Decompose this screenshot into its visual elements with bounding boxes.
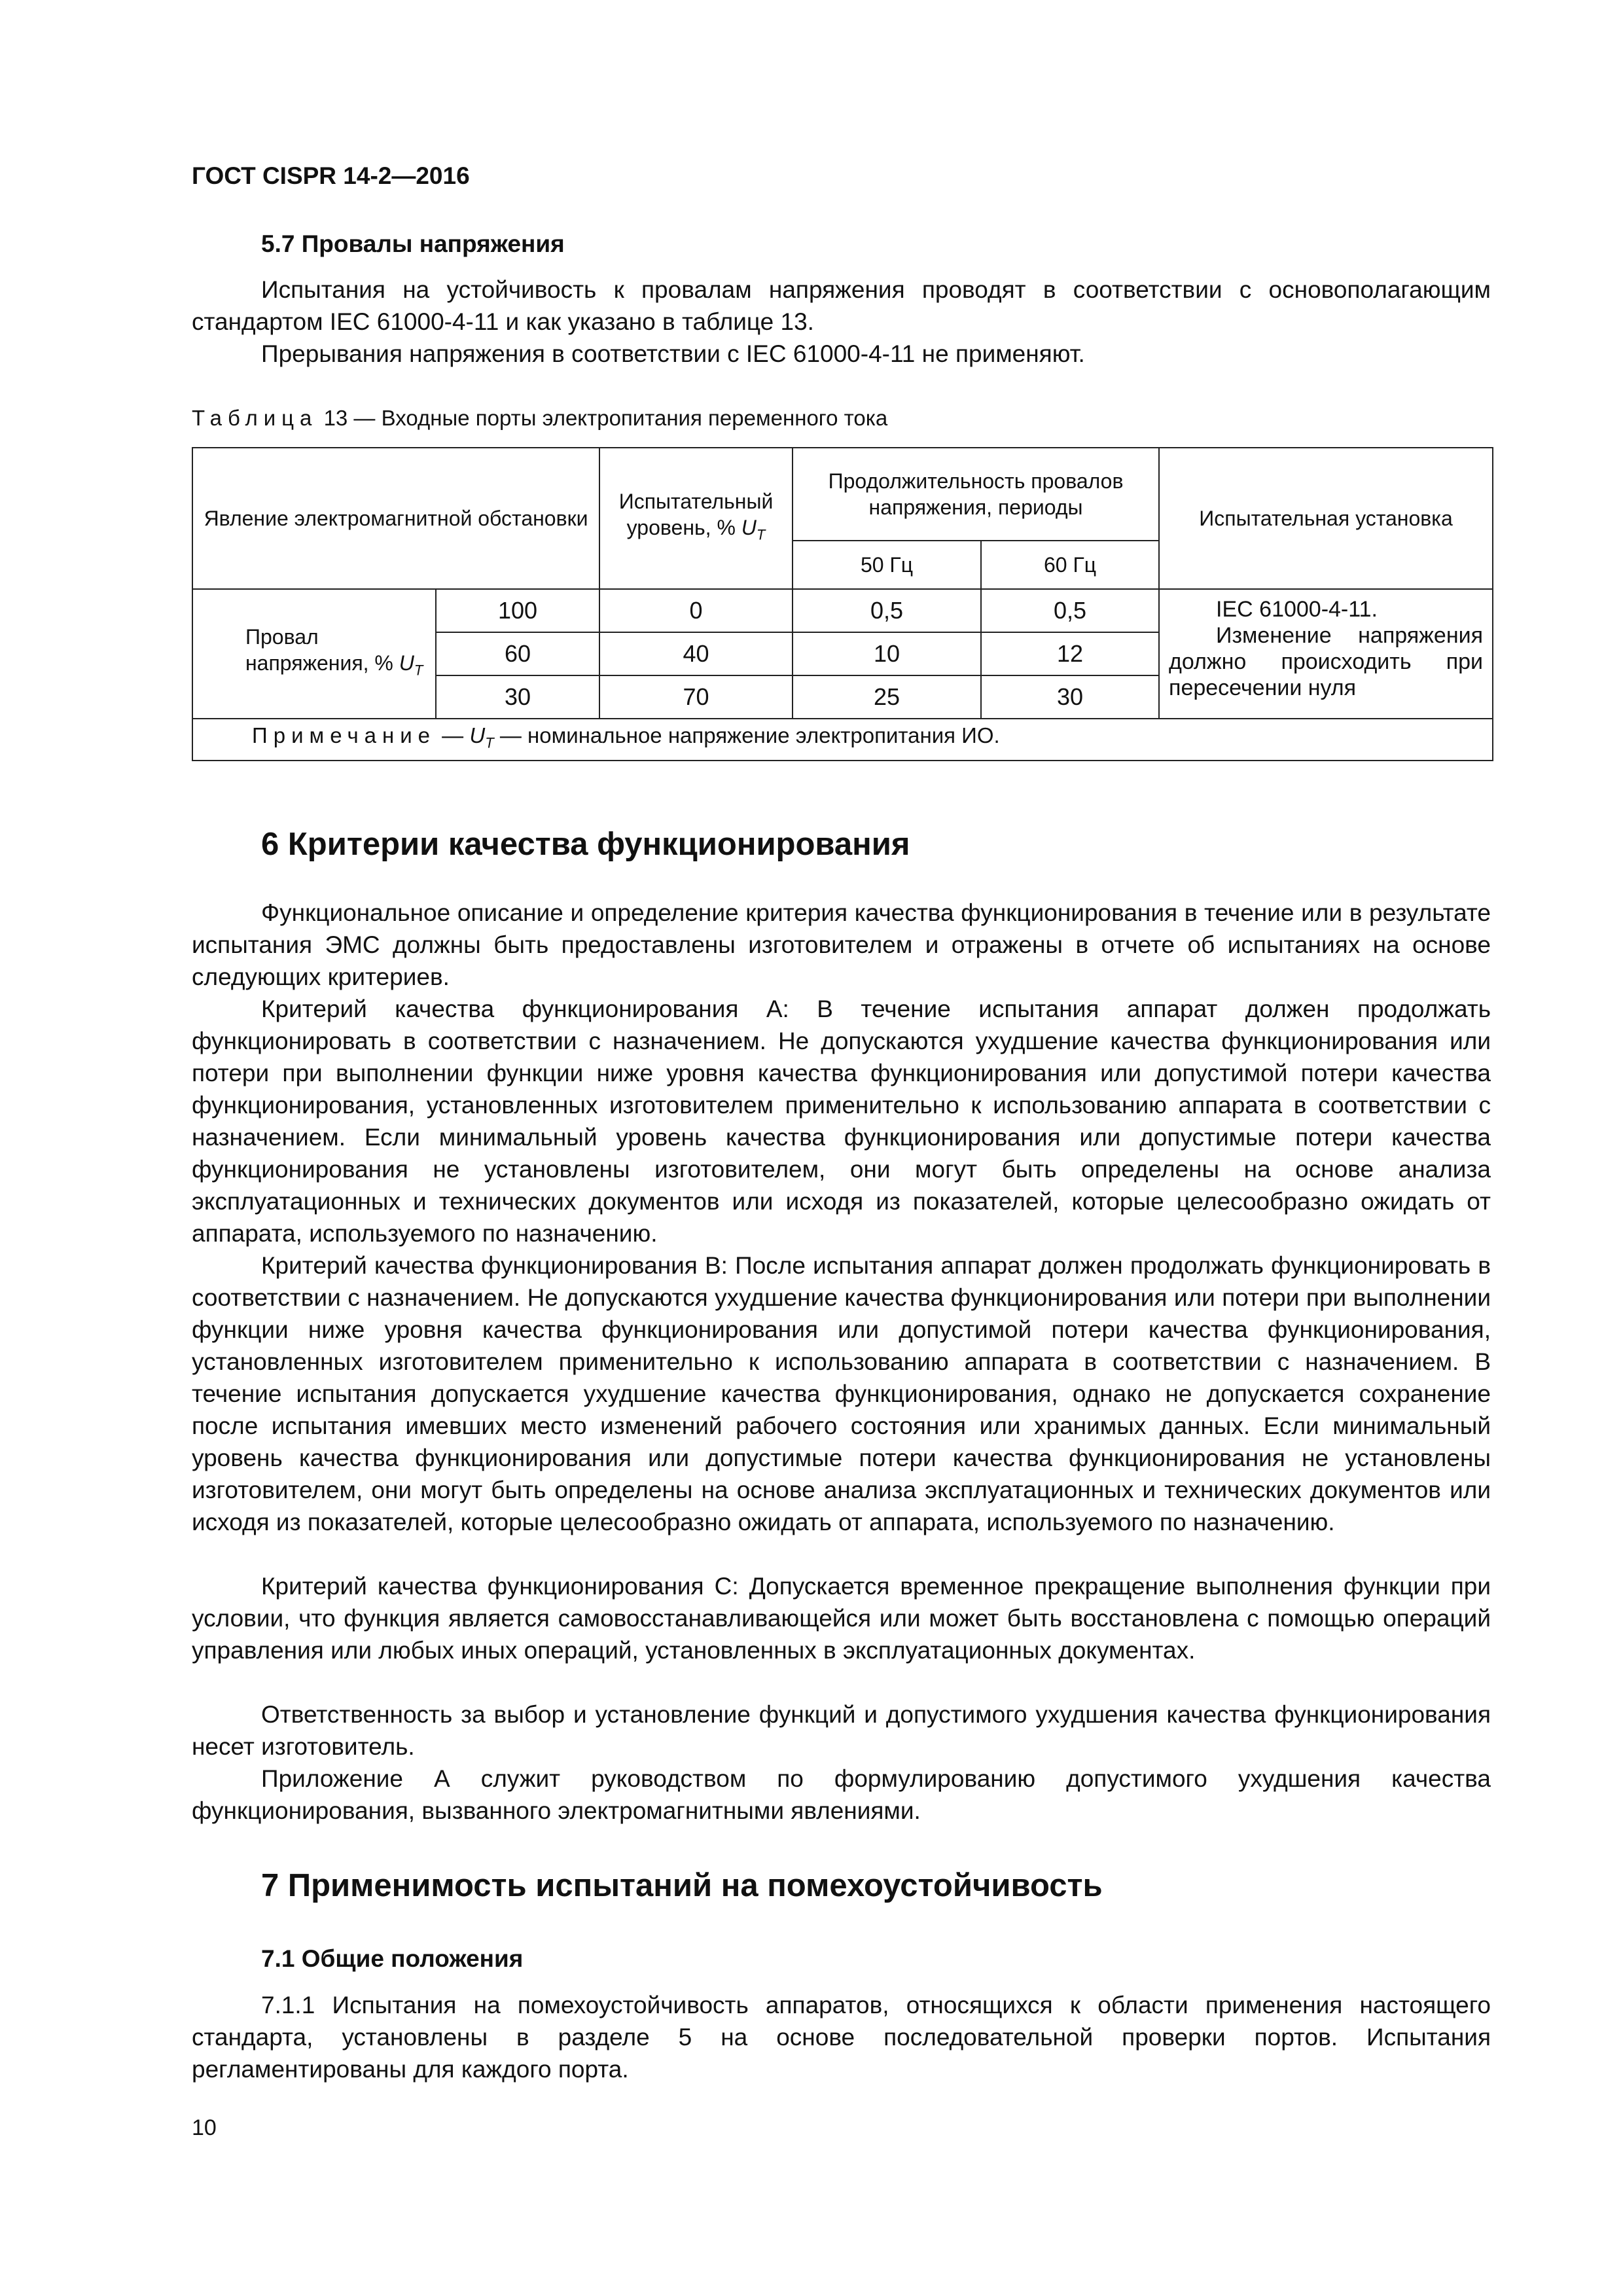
phenomenon-text: Провал напряжения, %	[245, 625, 399, 675]
cell-level: 40	[599, 632, 793, 675]
section-6-paragraph-6: Приложение А служит руководством по формулированию допустимого ухудшения качества функционирования, вызванного электромагнитными явлениями.	[192, 1765, 1491, 1824]
section-7-paragraph-1: 7.1.1 Испытания на помехоустойчивость аппаратов, относящихся к области применения настоящего стандарта, установлены в разделе 5 на основе последовательной проверки портов. Испытания регламентированы для каждого порта.	[192, 1992, 1491, 2083]
cell-period-60: 12	[981, 632, 1159, 675]
cell-period-50: 10	[793, 632, 981, 675]
header-test-level	[599, 448, 793, 589]
note-symbol: $U_T$	[469, 723, 494, 751]
section-6-paragraph-3: Критерий качества функционирования В: После испытания аппарат должен продолжать функционировать в соответствии с назначением. Не допускаются ухудшение качества функционирования или потери при выполнении функции ниже уровня качества функционирования или допустимой потери качества функционирования, установленных изготовителем применительно к использованию аппарата в соответствии с назначением. В течение испытания допускается ухудшение качества функционирования, однако не допускается сохранение после испытания имевших место изменений рабочего состояния или хранимых данных. Если минимальный уровень качества функционирования или допустимые потери качества функционирования не установлены изготовителем, они могут быть определены на основе анализа эксплуатационных и технических документов или исходя из показателей, которые целесообразно ожидать от аппарата, используемого по назначению.	[192, 1252, 1491, 1535]
table-13-caption	[192, 406, 887, 431]
document-code: ГОСТ CISPR 14-2—2016	[192, 162, 470, 189]
table-caption-text: 13 — Входные порты электропитания переменного тока	[323, 406, 888, 430]
section-6-paragraph-2: Критерий качества функционирования А: В течение испытания аппарат должен продолжать функционировать в соответствии с назначением. Не допускаются ухудшение качества функционирования или потери при выполнении функции ниже уровня качества функционирования или допустимой потери качества функционирования, установленных изготовителем применительно к использованию аппарата в соответствии с назначением. Если минимальный уровень качества функционирования или допустимые потери качества функционирования не установлены изготовителем, они могут быть определены на основе анализа эксплуатационных и технических документов или исходя из показателей, которые целесообразно ожидать от аппарата, используемого по назначению.	[192, 996, 1491, 1247]
section-7-title: 7 Применимость испытаний на помехоустойчивость	[261, 1868, 1103, 1903]
header-test-level-text: Испытательный уровень, %	[618, 490, 774, 540]
phenomenon-cell	[192, 589, 436, 719]
section-6-title: 6 Критерии качества функционирования	[261, 827, 910, 862]
table-note-row	[192, 719, 1493, 761]
cell-level: 70	[599, 675, 793, 719]
section-6-paragraph-1: Функциональное описание и определение критерия качества функционирования в течение или в результате испытания ЭМС должны быть предоставлены изготовителем и отражены в отчете об испытаниях на основе следующих критериев.	[192, 899, 1491, 990]
table-note	[192, 719, 1493, 761]
cell-period-50: 0,5	[793, 589, 981, 632]
header-test-level-symbol: $U_T$	[741, 516, 766, 543]
table-header-row	[192, 448, 1493, 541]
cell-period-60: 0,5	[981, 589, 1159, 632]
header-freq-60: 60 Гц	[981, 541, 1159, 589]
cell-dip: 60	[436, 632, 599, 675]
header-freq-50: 50 Гц	[793, 541, 981, 589]
header-phenomenon: Явление электромагнитной обстановки	[192, 448, 599, 589]
section-7-1-title: 7.1 Общие положения	[261, 1945, 524, 1972]
installation-line-2: Изменение напряжения должно происходить при пересечении нуля	[1169, 623, 1484, 700]
header-installation: Испытательная установка	[1159, 448, 1493, 589]
note-dash: —	[436, 723, 470, 748]
section-5-7-paragraph-1: Испытания на устойчивость к провалам напряжения проводят в соответствии с основополагающим стандартом IEC 61000-4-11 и как указано в таблице 13.	[192, 276, 1491, 335]
header-duration: Продолжительность провалов напряжения, периоды	[793, 448, 1159, 541]
table-caption-prefix: Таблица	[192, 406, 318, 430]
page-number: 10	[192, 2115, 217, 2140]
installation-cell	[1159, 589, 1493, 719]
cell-period-50: 25	[793, 675, 981, 719]
table-13	[192, 447, 1493, 761]
installation-line-1: IEC 61000-4-11.	[1216, 597, 1378, 622]
phenomenon-symbol: $U_T$	[399, 651, 423, 679]
section-5-7-paragraph-2: Прерывания напряжения в соответствии с IEC 61000-4-11 не применяют.	[261, 340, 1085, 367]
cell-level: 0	[599, 589, 793, 632]
cell-period-60: 30	[981, 675, 1159, 719]
section-6-paragraph-4: Критерий качества функционирования С: Допускается временное прекращение выполнения функции при условии, что функция является самовосстанавливающейся или может быть восстановлена с помощью операций управления или любых иных операций, установленных в эксплуатационных документах.	[192, 1573, 1491, 1664]
note-prefix: Примечание	[252, 723, 437, 748]
section-6-paragraph-5: Ответственность за выбор и установление функций и допустимого ухудшения качества функционирования несет изготовитель.	[192, 1701, 1491, 1760]
section-5-7-title: 5.7 Провалы напряжения	[261, 230, 565, 257]
cell-dip: 100	[436, 589, 599, 632]
table-row	[192, 589, 1493, 632]
note-text: — номинальное напряжение электропитания ИО.	[493, 723, 1000, 748]
cell-dip: 30	[436, 675, 599, 719]
